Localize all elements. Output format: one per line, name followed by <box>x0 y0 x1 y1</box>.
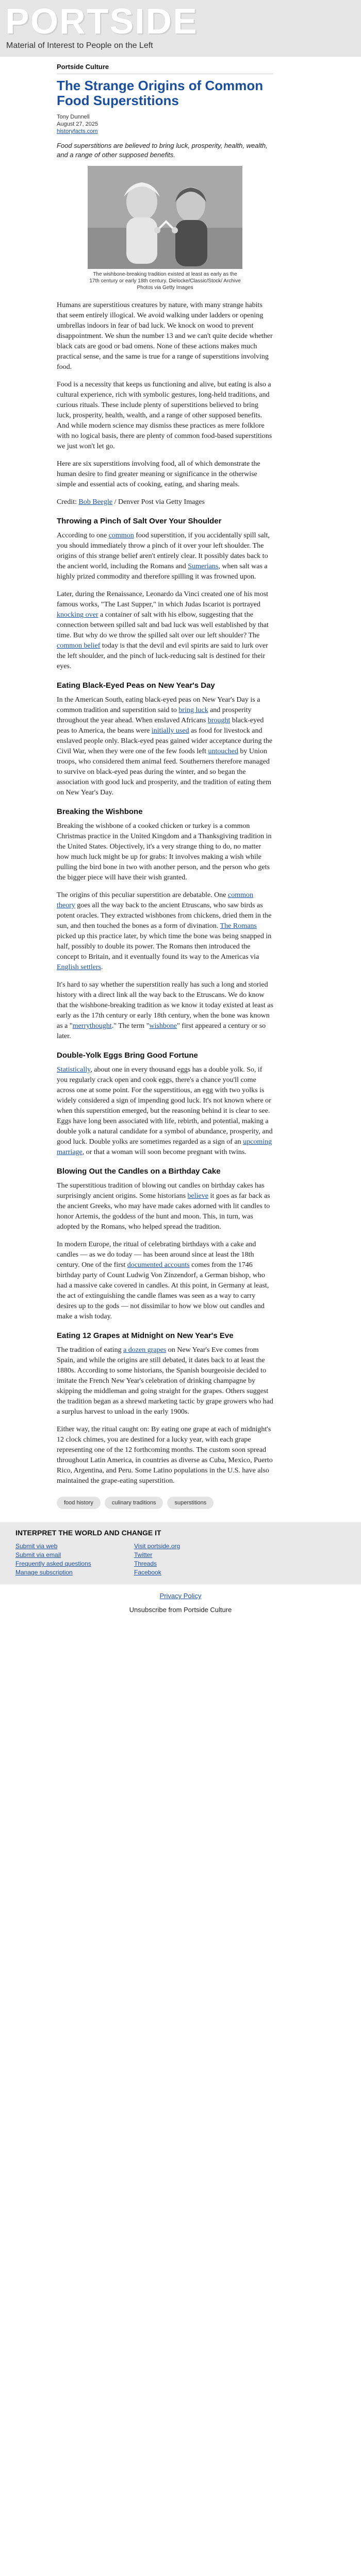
image-caption: The wishbone-breaking tradition existed at least as early as the 17th century or early 18th century. Dielocke/Classic/Stock/ Archive Photos via Getty Images <box>89 272 241 291</box>
text-segment: comes from the 1746 birthday party of Count Ludwig Von Zinzendorf, a German bishop, who had a massive cake covered in candles. At this point, in Germany at least, the act of extinguishing the candle flames was seen as a way to carry desires up to the gods — not dissimilar to how we blow out candles and make a wish today. <box>57 1261 269 1320</box>
text-segment: food superstition, if you accidentally spill salt, you should immediately throw a pinch of it over your left shoulder. The origins of this strange belief aren't entirely clear. It possibly dates back to the ancient world, including the Romans and <box>57 532 270 570</box>
text-segment: , about one in every thousand eggs has a double yolk. So, if you regularly crack open and cook eggs, there's a chance you'll come across one at some point. For the superstitious, an egg with two yolks is widely considered a sign of impending good luck. It's not known where or when this superstition emerged, but the reasoning behind it is clear to see. Eggs have long been associated with life, rebirth, and potential, making a double yolk a natural candidate for a symbol of abundance, prosperity, and good luck. Double yolks are sometimes regarded as a sign of an <box>57 1066 273 1146</box>
credit-prefix: Credit: <box>57 498 79 506</box>
footer-column-left <box>15 1542 134 1577</box>
link-wishbone[interactable]: wishbone <box>149 1022 177 1030</box>
link-english-settlers[interactable]: English settlers <box>57 963 101 971</box>
article-figure <box>88 166 242 291</box>
link-brought[interactable]: brought <box>207 717 231 724</box>
text-segment: The superstitious tradition of blowing out candles on birthday cakes has surprisingly ancient origins. Some historians <box>57 1182 265 1200</box>
paragraph-grapes-1 <box>57 1345 273 1417</box>
text-segment: goes all the way back to the ancient Etruscans, who saw birds as potent oracles. They extracted wishbones from chickens, dried them in the sun, and then touched the bones as a form of divination. <box>57 902 272 930</box>
paragraph-wishbone-3 <box>57 980 273 1042</box>
paragraph-wishbone-1: Breaking the wishbone of a cooked chicken or turkey is a common Christmas practice in the United Kingdom and a Thanksgiving tradition in the United States. Objectively, it's a very strange thing to do, no matter how much luck might be up for grabs: It involves making a wish while pulling the bird bone in two with another person, and the person who gets the bigger piece will have their wish granted. <box>57 822 272 882</box>
text-segment: . <box>101 963 103 971</box>
heading-salt: Throwing a Pinch of Salt Over Your Shoulder <box>57 517 222 526</box>
heading-grapes: Eating 12 Grapes at Midnight on New Year's Eve <box>57 1331 234 1340</box>
link-common[interactable]: common <box>108 532 134 539</box>
link-documented-accounts[interactable]: documented accounts <box>127 1261 190 1269</box>
wishbone-photo <box>88 166 242 269</box>
paragraph-wishbone-2 <box>57 890 273 973</box>
article-dek: Food superstitions are believed to bring luck, prosperity, health, wealth, and a range of other supposed benefits. <box>57 142 268 159</box>
heading-candles: Blowing Out the Candles on a Birthday Cake <box>57 1167 221 1176</box>
section-label: Portside Culture <box>57 63 273 74</box>
paragraph-salt-1 <box>57 531 273 582</box>
text-segment: it goes as far back as the ancient Greeks, who may have made cakes adorned with lit candles to honor Artemis, the goddess of the hunt and moon. This, in turn, was adopted by the Romans, who helped spread the tradition. <box>57 1192 270 1231</box>
text-segment: In modern Europe, the ritual of celebrating birthdays with a cake and candles — as we do today — has been around since at least the 18th century. One of the first <box>57 1241 256 1269</box>
text-segment: by Union troops, who considered them animal feed. Southerners therefore managed to survive on black-eyed peas during the winter, and so began the association with good luck and prosperity, and the tradition of eating them on New Year's Day. <box>57 748 271 796</box>
submit-via-email-link[interactable]: Submit via email <box>15 1551 61 1558</box>
tag-food-history[interactable]: food history <box>57 1497 101 1509</box>
twitter-link[interactable]: Twitter <box>134 1551 153 1558</box>
author: Tony Dunnell <box>57 114 90 120</box>
article-title[interactable]: The Strange Origins of Common Food Superstitions <box>57 78 264 108</box>
link-knocking-over[interactable]: knocking over <box>57 611 99 619</box>
faq-link[interactable]: Frequently asked questions <box>15 1560 91 1567</box>
link-common-belief[interactable]: common belief <box>57 642 101 650</box>
text-segment: black-eyed peas to America, the beans were <box>57 717 264 735</box>
heading-wishbone: Breaking the Wishbone <box>57 807 143 816</box>
credit-link[interactable]: Bob Beegle <box>78 498 113 506</box>
paragraph-candles-1 <box>57 1181 273 1232</box>
footer-band <box>0 1522 361 1584</box>
text-segment: The tradition of eating <box>57 1346 124 1354</box>
text-segment: " first appeared a century or so later. <box>57 1022 266 1040</box>
paragraph-intro-2: Food is a necessity that keeps us functioning and alive, but eating is also a cultural experience, rich with symbolic gestures, long-held traditions, and curious rituals. These include plenty of superstitions believed to bring luck, prosperity, health, wealth, and a range of other supposed benefits. And while modern science may dismiss these practices as mere folklore with no logical basis, there are plenty of common food-based superstitions we just won't let go. <box>57 381 272 450</box>
link-statistically[interactable]: Statistically <box>57 1066 91 1074</box>
paragraph-grapes-2: Either way, the ritual caught on: By eating one grape at each of midnight's 12 clock chimes, you are destined for a lucky year, with each grape representing one of the 12 forthcoming months. The custom soon spread throughout Latin America, in countries as diverse as Cuba, Mexico, Puerto Rico, Argentina, and Peru. Some Latino populations in the U.S. have also maintained the grape-eating superstition. <box>57 1426 273 1485</box>
portside-logo[interactable]: PORTSIDE <box>5 1 198 41</box>
article-content <box>57 57 273 1512</box>
manage-subscription-link[interactable]: Manage subscription <box>15 1569 73 1576</box>
link-bring-luck[interactable]: bring luck <box>178 706 208 714</box>
masthead <box>0 0 361 57</box>
text-segment: on New Year's Eve comes from Spain, and while the origins are still debated, it dates back to at least the 1880s. According to some historians, the Spanish bourgeoisie decided to imitate the French New Year's celebration of drinking champagne by skipping the middleman and going straight for the grapes. Others suggest the tradition began as a shrewd marketing tactic by grape growers who had a surplus harvest to unload in the early 1900s. <box>57 1346 273 1416</box>
source-link[interactable]: historyfacts.com <box>57 128 98 134</box>
paragraph-intro-3: Here are six superstitions involving food, all of which demonstrate the human desire to find greater meaning or significance in the otherwise simple and essential acts of cooking, eating, and sharing meals. <box>57 460 260 488</box>
footer-title: INTERPRET THE WORLD AND CHANGE IT <box>15 1529 161 1537</box>
text-segment: Later, during the Renaissance, Leonardo da Vinci created one of his most famous works, "The Last Supper," in which Judas Iscariot is portrayed <box>57 590 269 608</box>
text-segment: as food for livestock and enslaved people only. Black-eyed peas gained wider acceptance during the Civil War, when they were one of the few foods left <box>57 727 273 755</box>
link-a-dozen-grapes[interactable]: a dozen grapes <box>123 1346 167 1354</box>
text-segment: According to one <box>57 532 109 539</box>
text-segment: today is that the devil and evil spirits are said to lurk over the left shoulder, and the pinch of luck-reducing salt is destined for their eyes. <box>57 642 268 670</box>
publish-date: August 27, 2025 <box>57 121 99 127</box>
submit-via-web-link[interactable]: Submit via web <box>15 1543 58 1550</box>
text-segment: ." The term " <box>111 1022 150 1030</box>
tag-list <box>57 1497 273 1512</box>
visit-portside-link[interactable]: Visit portside.org <box>134 1543 180 1550</box>
text-segment: In the American South, eating black-eyed peas on New Year's Day is a common tradition and superstition said to <box>57 696 260 714</box>
masthead-tagline: Material of Interest to People on the Left <box>6 41 153 50</box>
tag-culinary-traditions[interactable]: culinary traditions <box>105 1497 163 1509</box>
facebook-link[interactable]: Facebook <box>134 1569 161 1576</box>
text-segment: picked up this practice later, by which time the bone was being snapped in half, possibly to double its power. The Romans then introduced the concept to Britain, and it eventually found its way to the Americas via <box>57 933 272 961</box>
link-believe[interactable]: believe <box>187 1192 208 1200</box>
heading-peas: Eating Black-Eyed Peas on New Year's Day <box>57 681 215 690</box>
privacy-policy-link[interactable]: Privacy Policy <box>159 1592 202 1600</box>
threads-link[interactable]: Threads <box>134 1560 157 1567</box>
heading-eggs: Double-Yolk Eggs Bring Good Fortune <box>57 1051 198 1060</box>
text-segment: a container of salt with his elbow, suggesting that the connection between spilled salt and bad luck was well established by that time. But why do we throw the spilled salt over our left shoulder? The <box>57 611 269 639</box>
link-upcoming-marriage[interactable]: upcoming marriage <box>57 1138 272 1156</box>
unsubscribe-link[interactable]: Unsubscribe from Portside Culture <box>129 1606 232 1614</box>
paragraph-intro-1: Humans are superstitious creatures by nature, with many strange habits that seem entirely illogical. We avoid walking under ladders or opening umbrellas indoors in fear of bad luck. We knock on wood to prevent disappointment. We shun the number 13 and we can't quite decide whether black cats are good or bad omens. None of these actions makes much practical sense, and the same is true for a range of superstitions involving food. <box>57 301 273 371</box>
footer-column-right <box>134 1542 253 1577</box>
link-common-theory[interactable]: common theory <box>57 891 254 909</box>
link-untouched[interactable]: untouched <box>208 748 238 755</box>
tag-superstitions[interactable]: superstitions <box>167 1497 214 1509</box>
article-meta <box>57 113 273 135</box>
text-segment: and prosperity throughout the year ahead. When enslaved Africans <box>57 706 252 724</box>
link-merrythought[interactable]: merrythought <box>72 1022 112 1030</box>
link-initially-used[interactable]: initially used <box>151 727 189 735</box>
link-the-romans[interactable]: The Romans <box>220 922 257 930</box>
text-segment: It's hard to say whether the superstition really has such a long and storied history with a direct link all the way back to the Etruscans. We do know that the wishbone-breaking tradition as we know it today existed at least as early as the 17th century or early 18th century, when the bone was known as a " <box>57 981 273 1030</box>
photo-credit <box>57 497 273 507</box>
paragraph-salt-2 <box>57 589 273 672</box>
paragraph-peas-1 <box>57 695 273 798</box>
paragraph-eggs-1 <box>57 1065 273 1158</box>
footer-bottom <box>0 1584 361 1624</box>
text-segment: The origins of this peculiar superstition are debatable. One <box>57 891 228 899</box>
text-segment: , when salt was a highly prized commodity and therefore spilling it was frowned upon. <box>57 563 268 581</box>
credit-suffix: / Denver Post via Getty Images <box>114 498 205 506</box>
footer-columns <box>15 1542 361 1577</box>
text-segment: , or that a woman will soon become pregnant with twins. <box>82 1148 247 1156</box>
wishbone-photo-illustration <box>88 166 242 269</box>
link-sumerians[interactable]: Sumerians <box>188 563 219 570</box>
paragraph-candles-2 <box>57 1240 273 1322</box>
